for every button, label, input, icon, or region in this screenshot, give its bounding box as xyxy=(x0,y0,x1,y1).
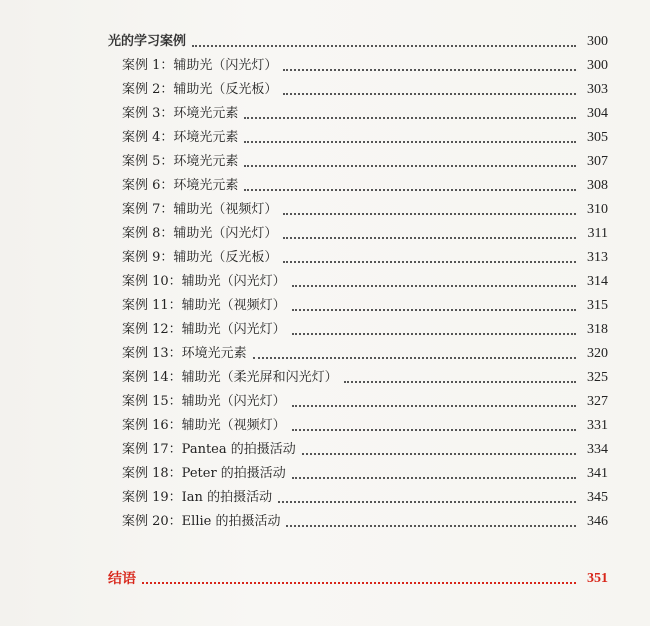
toc-case-page: 341 xyxy=(587,466,608,481)
toc-case-row[interactable] xyxy=(108,342,608,366)
toc-case-row[interactable] xyxy=(108,486,608,510)
toc-case-page: 325 xyxy=(587,370,608,385)
toc-case-page: 307 xyxy=(587,154,608,169)
toc-case-row[interactable] xyxy=(108,150,608,174)
dot-leader xyxy=(302,453,576,455)
dot-leader xyxy=(292,333,576,335)
toc-case-row[interactable] xyxy=(108,462,608,486)
dot-leader xyxy=(244,117,576,119)
toc-case-page: 313 xyxy=(587,250,608,265)
dot-leader xyxy=(244,165,576,167)
toc-case-row[interactable] xyxy=(108,198,608,222)
toc-case-label: 案例 20：Ellie 的拍摄活动 xyxy=(122,514,281,529)
toc-case-label: 案例 12：辅助光（闪光灯） xyxy=(122,322,286,337)
toc-case-label: 案例 16：辅助光（视频灯） xyxy=(122,418,286,433)
toc-case-label: 案例 19：Ian 的拍摄活动 xyxy=(122,490,273,505)
toc-case-page: 314 xyxy=(587,274,608,289)
dot-leader xyxy=(286,525,576,527)
toc-case-label: 案例 13：环境光元素 xyxy=(122,346,247,361)
toc-case-row[interactable] xyxy=(108,294,608,318)
toc-case-label: 案例 17：Pantea 的拍摄活动 xyxy=(122,442,296,457)
dot-leader xyxy=(142,582,576,584)
toc-case-row[interactable] xyxy=(108,270,608,294)
toc-case-row[interactable] xyxy=(108,510,608,534)
toc-case-row[interactable] xyxy=(108,222,608,246)
dot-leader xyxy=(192,45,576,47)
toc-case-page: 305 xyxy=(587,130,608,145)
toc-case-page: 331 xyxy=(587,418,608,433)
toc-case-page: 346 xyxy=(587,514,608,529)
dot-leader xyxy=(283,213,576,215)
toc-case-row[interactable] xyxy=(108,246,608,270)
toc-case-page: 310 xyxy=(587,202,608,217)
toc-case-label: 案例 8：辅助光（闪光灯） xyxy=(122,226,278,241)
toc-case-label: 案例 15：辅助光（闪光灯） xyxy=(122,394,286,409)
toc-case-row[interactable] xyxy=(108,366,608,390)
toc-case-label: 案例 5：环境光元素 xyxy=(122,154,239,169)
toc-case-label: 案例 14：辅助光（柔光屏和闪光灯） xyxy=(122,370,338,385)
dot-leader xyxy=(253,357,576,359)
toc-case-page: 320 xyxy=(587,346,608,361)
dot-leader xyxy=(283,69,576,71)
toc-case-row[interactable] xyxy=(108,174,608,198)
toc-case-row[interactable] xyxy=(108,126,608,150)
toc-case-page: 308 xyxy=(587,178,608,193)
toc-case-page: 311 xyxy=(587,226,608,241)
toc-case-page: 315 xyxy=(587,298,608,313)
dot-leader xyxy=(283,237,576,239)
toc-case-label: 案例 4：环境光元素 xyxy=(122,130,239,145)
toc-section-page: 300 xyxy=(587,34,608,49)
toc-case-label: 案例 6：环境光元素 xyxy=(122,178,239,193)
toc-case-page: 318 xyxy=(587,322,608,337)
toc-case-label: 案例 18：Peter 的拍摄活动 xyxy=(122,466,286,481)
toc-conclusion-title: 结语 xyxy=(108,571,136,587)
dot-leader xyxy=(292,429,576,431)
toc-case-row[interactable] xyxy=(108,390,608,414)
toc-case-row[interactable] xyxy=(108,102,608,126)
dot-leader xyxy=(244,141,576,143)
toc-case-row[interactable] xyxy=(108,438,608,462)
toc-case-label: 案例 2：辅助光（反光板） xyxy=(122,82,278,97)
toc-case-page: 345 xyxy=(587,490,608,505)
toc-case-page: 300 xyxy=(587,58,608,73)
toc-case-label: 案例 10：辅助光（闪光灯） xyxy=(122,274,286,289)
toc-case-page: 304 xyxy=(587,106,608,121)
toc-case-row[interactable] xyxy=(108,318,608,342)
toc-case-label: 案例 3：环境光元素 xyxy=(122,106,239,121)
dot-leader xyxy=(292,309,576,311)
dot-leader xyxy=(344,381,576,383)
dot-leader xyxy=(278,501,576,503)
dot-leader xyxy=(283,261,576,263)
dot-leader xyxy=(292,285,576,287)
toc-case-label: 案例 1：辅助光（闪光灯） xyxy=(122,58,278,73)
toc-conclusion-row[interactable] xyxy=(108,567,608,591)
toc-case-page: 334 xyxy=(587,442,608,457)
toc-case-row[interactable] xyxy=(108,78,608,102)
toc-case-page: 327 xyxy=(587,394,608,409)
dot-leader xyxy=(292,405,576,407)
toc-section-title: 光的学习案例 xyxy=(108,34,187,49)
toc-case-label: 案例 11：辅助光（视频灯） xyxy=(122,298,286,313)
table-of-contents xyxy=(108,30,608,534)
dot-leader xyxy=(283,93,576,95)
toc-case-row[interactable] xyxy=(108,54,608,78)
toc-case-label: 案例 9：辅助光（反光板） xyxy=(122,250,278,265)
toc-case-page: 303 xyxy=(587,82,608,97)
dot-leader xyxy=(244,189,576,191)
toc-section-row[interactable] xyxy=(108,30,608,54)
dot-leader xyxy=(292,477,576,479)
toc-conclusion-page: 351 xyxy=(587,571,608,586)
toc-case-label: 案例 7：辅助光（视频灯） xyxy=(122,202,278,217)
toc-case-row[interactable] xyxy=(108,414,608,438)
